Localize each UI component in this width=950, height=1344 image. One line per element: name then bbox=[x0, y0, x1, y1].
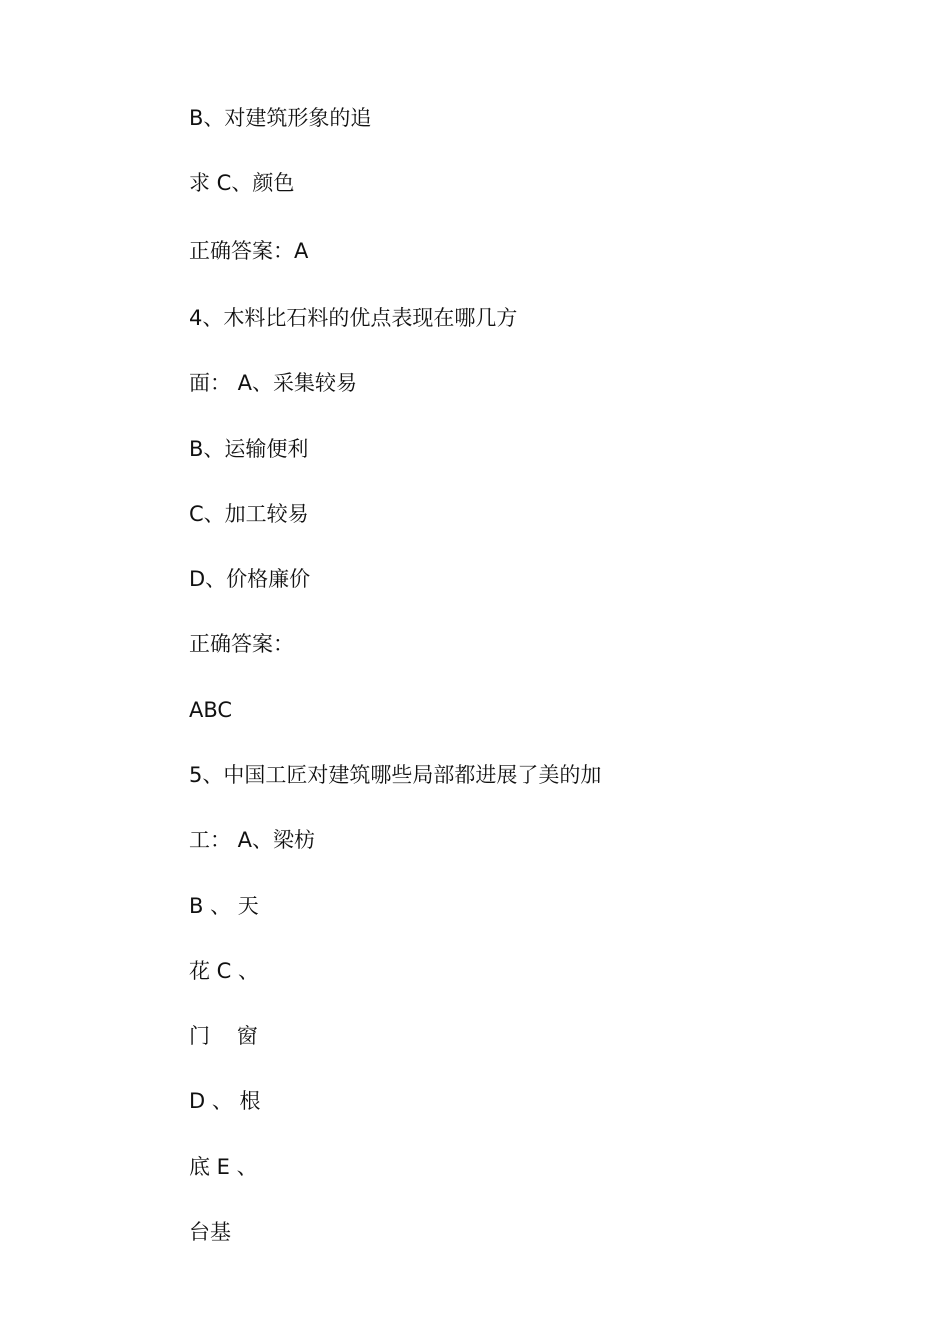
text-line: B 、 天 bbox=[189, 894, 259, 918]
text-line: 工： A、梁枋 bbox=[189, 828, 316, 852]
text-line: B、对建筑形象的追 bbox=[189, 106, 372, 130]
answer-value: ABC bbox=[189, 698, 233, 722]
question-line: 4、木料比石料的优点表现在哪几方 bbox=[189, 306, 518, 330]
text-line: 台基 bbox=[189, 1220, 231, 1244]
answer-line: 正确答案：A bbox=[189, 239, 309, 263]
answer-line: 正确答案： bbox=[189, 632, 294, 656]
text-line: 花 C 、 bbox=[189, 959, 260, 983]
text-line: D 、 根 bbox=[189, 1089, 261, 1113]
option-line: D、价格廉价 bbox=[189, 567, 311, 591]
text-line: 求 C、颜色 bbox=[189, 171, 295, 195]
text-line: 面： A、采集较易 bbox=[189, 371, 358, 395]
text-line: 底 E 、 bbox=[189, 1155, 258, 1179]
text-line: 门 窗 bbox=[189, 1024, 258, 1048]
option-line: B、运输便利 bbox=[189, 437, 309, 461]
option-line: C、加工较易 bbox=[189, 502, 309, 526]
question-line: 5、中国工匠对建筑哪些局部都进展了美的加 bbox=[189, 763, 602, 787]
